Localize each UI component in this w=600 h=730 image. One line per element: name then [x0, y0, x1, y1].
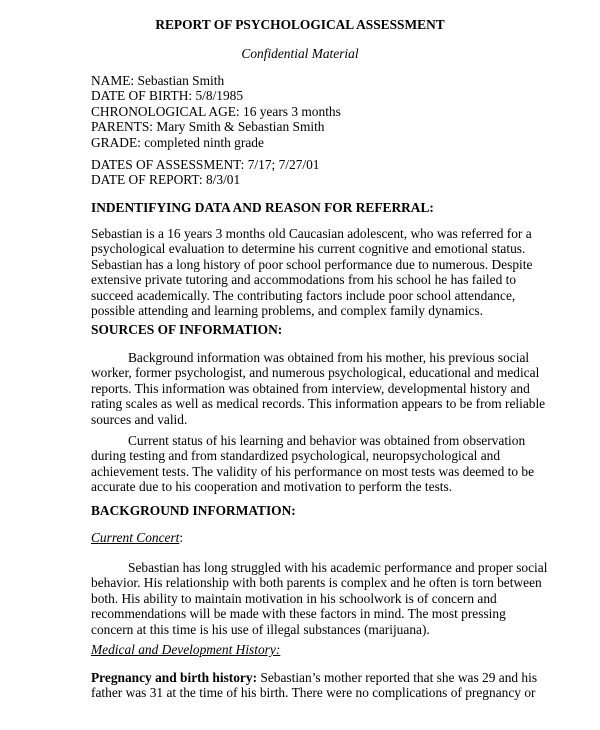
referral-line: possible attending and learning problems, and complex family dynamics.	[91, 302, 483, 318]
dates-block	[91, 157, 511, 188]
pregnancy-line-2: father was 31 at the time of his birth. There were no complications of pregnancy or	[91, 685, 536, 701]
current-concert-colon: :	[179, 530, 184, 545]
age-line: CHRONOLOGICAL AGE: 16 years 3 months	[91, 103, 341, 119]
sources-heading: SOURCES OF INFORMATION:	[91, 322, 283, 337]
sources-line: achievement tests. The validity of his performance on most tests was deemed to be	[91, 463, 535, 479]
sources-paragraph-2	[91, 433, 535, 495]
sources-line: rating scales as well as medical records. This information appears to be from reliable	[91, 396, 546, 412]
pregnancy-label: Pregnancy and birth history:	[91, 670, 258, 685]
referral-heading: INDENTIFYING DATA AND REASON FOR REFERRAL:	[91, 200, 434, 215]
assessment-dates-line: DATES OF ASSESSMENT: 7/17; 7/27/01	[91, 157, 320, 172]
pregnancy-paragraph	[91, 670, 538, 701]
name-line: NAME: Sebastian Smith	[91, 73, 225, 88]
referral-line: Sebastian is a 16 years 3 months old Caucasian adolescent, who was referred for a	[91, 226, 532, 241]
grade-line: GRADE: completed ninth grade	[91, 134, 264, 150]
current-concert-line: recommendations will be made with these factors in mind. The most pressing	[91, 606, 506, 622]
parents-line: PARENTS: Mary Smith & Sebastian Smith	[91, 119, 325, 135]
current-concert-paragraph	[91, 560, 548, 637]
sources-line: sources and valid.	[91, 411, 188, 427]
report-date-line: DATE OF REPORT: 8/3/01	[91, 172, 241, 188]
current-concert-line: Sebastian has long struggled with his academic performance and proper social	[128, 560, 548, 575]
referral-line: succeed academically. The contributing factors include poor school attendance,	[91, 287, 516, 303]
sources-line: worker, former psychologist, and numerous psychological, educational and medical	[91, 365, 540, 381]
current-concert-line: both. His ability to maintain motivation in his schoolwork is of concern and	[91, 590, 497, 606]
pregnancy-line-1	[91, 670, 538, 685]
medical-history-label: Medical and Development History:	[91, 642, 281, 657]
current-concert-line: concern at this time is his use of illegal substances (marijuana).	[91, 621, 430, 637]
sources-paragraph-1	[91, 350, 546, 427]
sources-line: reports. This information was obtained from interview, developmental history and	[91, 380, 530, 396]
sources-line: accurate due to his cooperation and motivation to perform the tests.	[91, 479, 453, 495]
referral-line: Sebastian has a long history of poor school performance due to numerous. Despite	[91, 256, 533, 272]
referral-paragraph	[91, 226, 533, 318]
pregnancy-text: Sebastian’s mother reported that she was 29 and his	[257, 670, 538, 685]
dob-line: DATE OF BIRTH: 5/8/1985	[91, 88, 244, 104]
sources-line: during testing and from standardized psychological, neuropsychological and	[91, 448, 501, 464]
identity-block	[91, 73, 511, 150]
report-title: REPORT OF PSYCHOLOGICAL ASSESSMENT	[155, 17, 445, 32]
medical-label-line	[91, 642, 511, 657]
referral-line: psychological evaluation to determine his current cognitive and emotional status.	[91, 241, 526, 257]
background-heading: BACKGROUND INFORMATION:	[91, 503, 296, 518]
current-concert-label-line	[91, 530, 511, 545]
referral-line: extensive private tutoring and accommodations from his school he has failed to	[91, 272, 517, 288]
report-subtitle: Confidential Material	[241, 46, 359, 61]
sources-line: Background information was obtained from his mother, his previous social	[128, 350, 530, 365]
current-concert-label: Current Concert	[91, 530, 180, 545]
current-concert-line: behavior. His relationship with both parents is complex and he often is torn between	[91, 575, 542, 591]
sources-line: Current status of his learning and behavior was obtained from observation	[128, 433, 526, 448]
